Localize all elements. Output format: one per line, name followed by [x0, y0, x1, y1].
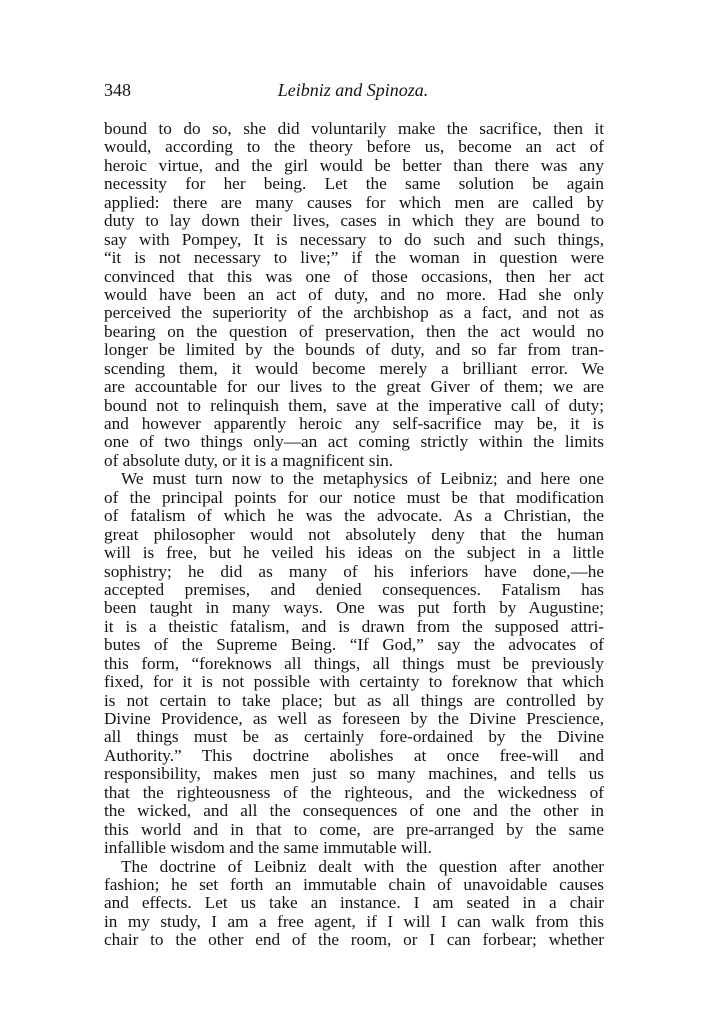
text-line: of absolute duty, or it is a magnificent sin. — [104, 450, 394, 470]
text-line: and however apparently heroic any self-sacrifice may be, it is — [104, 414, 604, 433]
text-line: We must turn now to the metaphysics of Leibniz; and here one — [121, 469, 604, 489]
text-line: it is a theistic fatalism, and is drawn from the supposed attri- — [104, 616, 604, 636]
text-line: “it is not necessary to live;” if the woman in question were — [104, 248, 604, 268]
text-line: will is free, but he veiled his ideas on the subject in a little — [104, 543, 604, 563]
text-line: this world and in that to come, are pre-arranged by the same — [104, 819, 604, 839]
text-line: would, according to the theory before us, become an act of — [104, 137, 604, 157]
text-line: great philosopher would not absolutely deny that the human — [104, 524, 604, 544]
text-line: infallible wisdom and the same immutable will. — [104, 838, 432, 858]
text-line: accepted premises, and denied consequences. Fatalism has — [104, 579, 604, 599]
text-line: sophistry; he did as many of his inferiors have done,—he — [104, 561, 604, 581]
text-line: longer be limited by the bounds of duty, and so far from tran- — [104, 340, 604, 360]
text-line: been taught in many ways. One was put forth by Augustine; — [104, 598, 604, 618]
text-line: bound to do so, she did voluntarily make the sacrifice, then it — [104, 119, 604, 138]
text-line: scending them, it would become merely a brilliant error. We — [104, 358, 604, 378]
text-line: duty to lay down their lives, cases in which they are bound to — [104, 211, 604, 231]
text-line: that the righteousness of the righteous, and the wickedness of — [104, 782, 604, 802]
text-line: Divine Providence, as well as foreseen by the Divine Prescience, — [104, 709, 604, 728]
text-line: applied: there are many causes for which men are called by — [104, 192, 604, 212]
body-text — [104, 120, 604, 950]
text-line: necessity for her being. Let the same solution be again — [104, 174, 604, 194]
text-line: chair to the other end of the room, or I can forbear; whether — [104, 930, 604, 950]
text-line: bearing on the question of preservation, then the act would no — [104, 321, 604, 341]
text-line: are accountable for our lives to the great Giver of them; we are — [104, 377, 604, 397]
text-line: is not certain to take place; but as all things are controlled by — [104, 690, 604, 710]
text-line: The doctrine of Leibniz dealt with the question after another — [121, 856, 604, 876]
text-line: of the principal points for our notice must be that modification — [104, 487, 604, 507]
text-line: say with Pompey, It is necessary to do such and such things, — [104, 229, 604, 249]
text-line: butes of the Supreme Being. “If God,” say the advocates of — [104, 635, 604, 655]
text-line: one of two things only—an act coming strictly within the limits — [104, 432, 604, 452]
page-number: 348 — [104, 80, 131, 100]
text-line: in my study, I am a free agent, if I will I can walk from this — [104, 911, 604, 931]
text-line: perceived the superiority of the archbishop as a fact, and not as — [104, 303, 604, 323]
text-line: this form, “foreknows all things, all things must be previously — [104, 653, 604, 673]
text-line: fixed, for it is not possible with certainty to foreknow that which — [104, 672, 604, 692]
page-header — [104, 80, 602, 106]
text-line: fashion; he set forth an immutable chain of unavoidable causes — [104, 874, 604, 894]
text-line: would have been an act of duty, and no more. Had she only — [104, 284, 604, 304]
text-line: of fatalism of which he was the advocate. As a Christian, the — [104, 506, 604, 526]
text-line: and effects. Let us take an instance. I am seated in a chair — [104, 893, 604, 913]
text-line: responsibility, makes men just so many machines, and tells us — [104, 764, 604, 784]
text-line: the wicked, and all the consequences of one and the other in — [104, 801, 604, 821]
text-line: heroic virtue, and the girl would be better than there was any — [104, 155, 604, 175]
text-line: Authority.” This doctrine abolishes at once free-will and — [104, 745, 604, 765]
running-title: Leibniz and Spinoza. — [277, 80, 429, 100]
text-line: all things must be as certainly fore-ordained by the Divine — [104, 727, 604, 747]
text-line: bound not to relinquish them, save at the imperative call of duty; — [104, 395, 604, 415]
text-line: convinced that this was one of those occasions, then her act — [104, 266, 604, 286]
